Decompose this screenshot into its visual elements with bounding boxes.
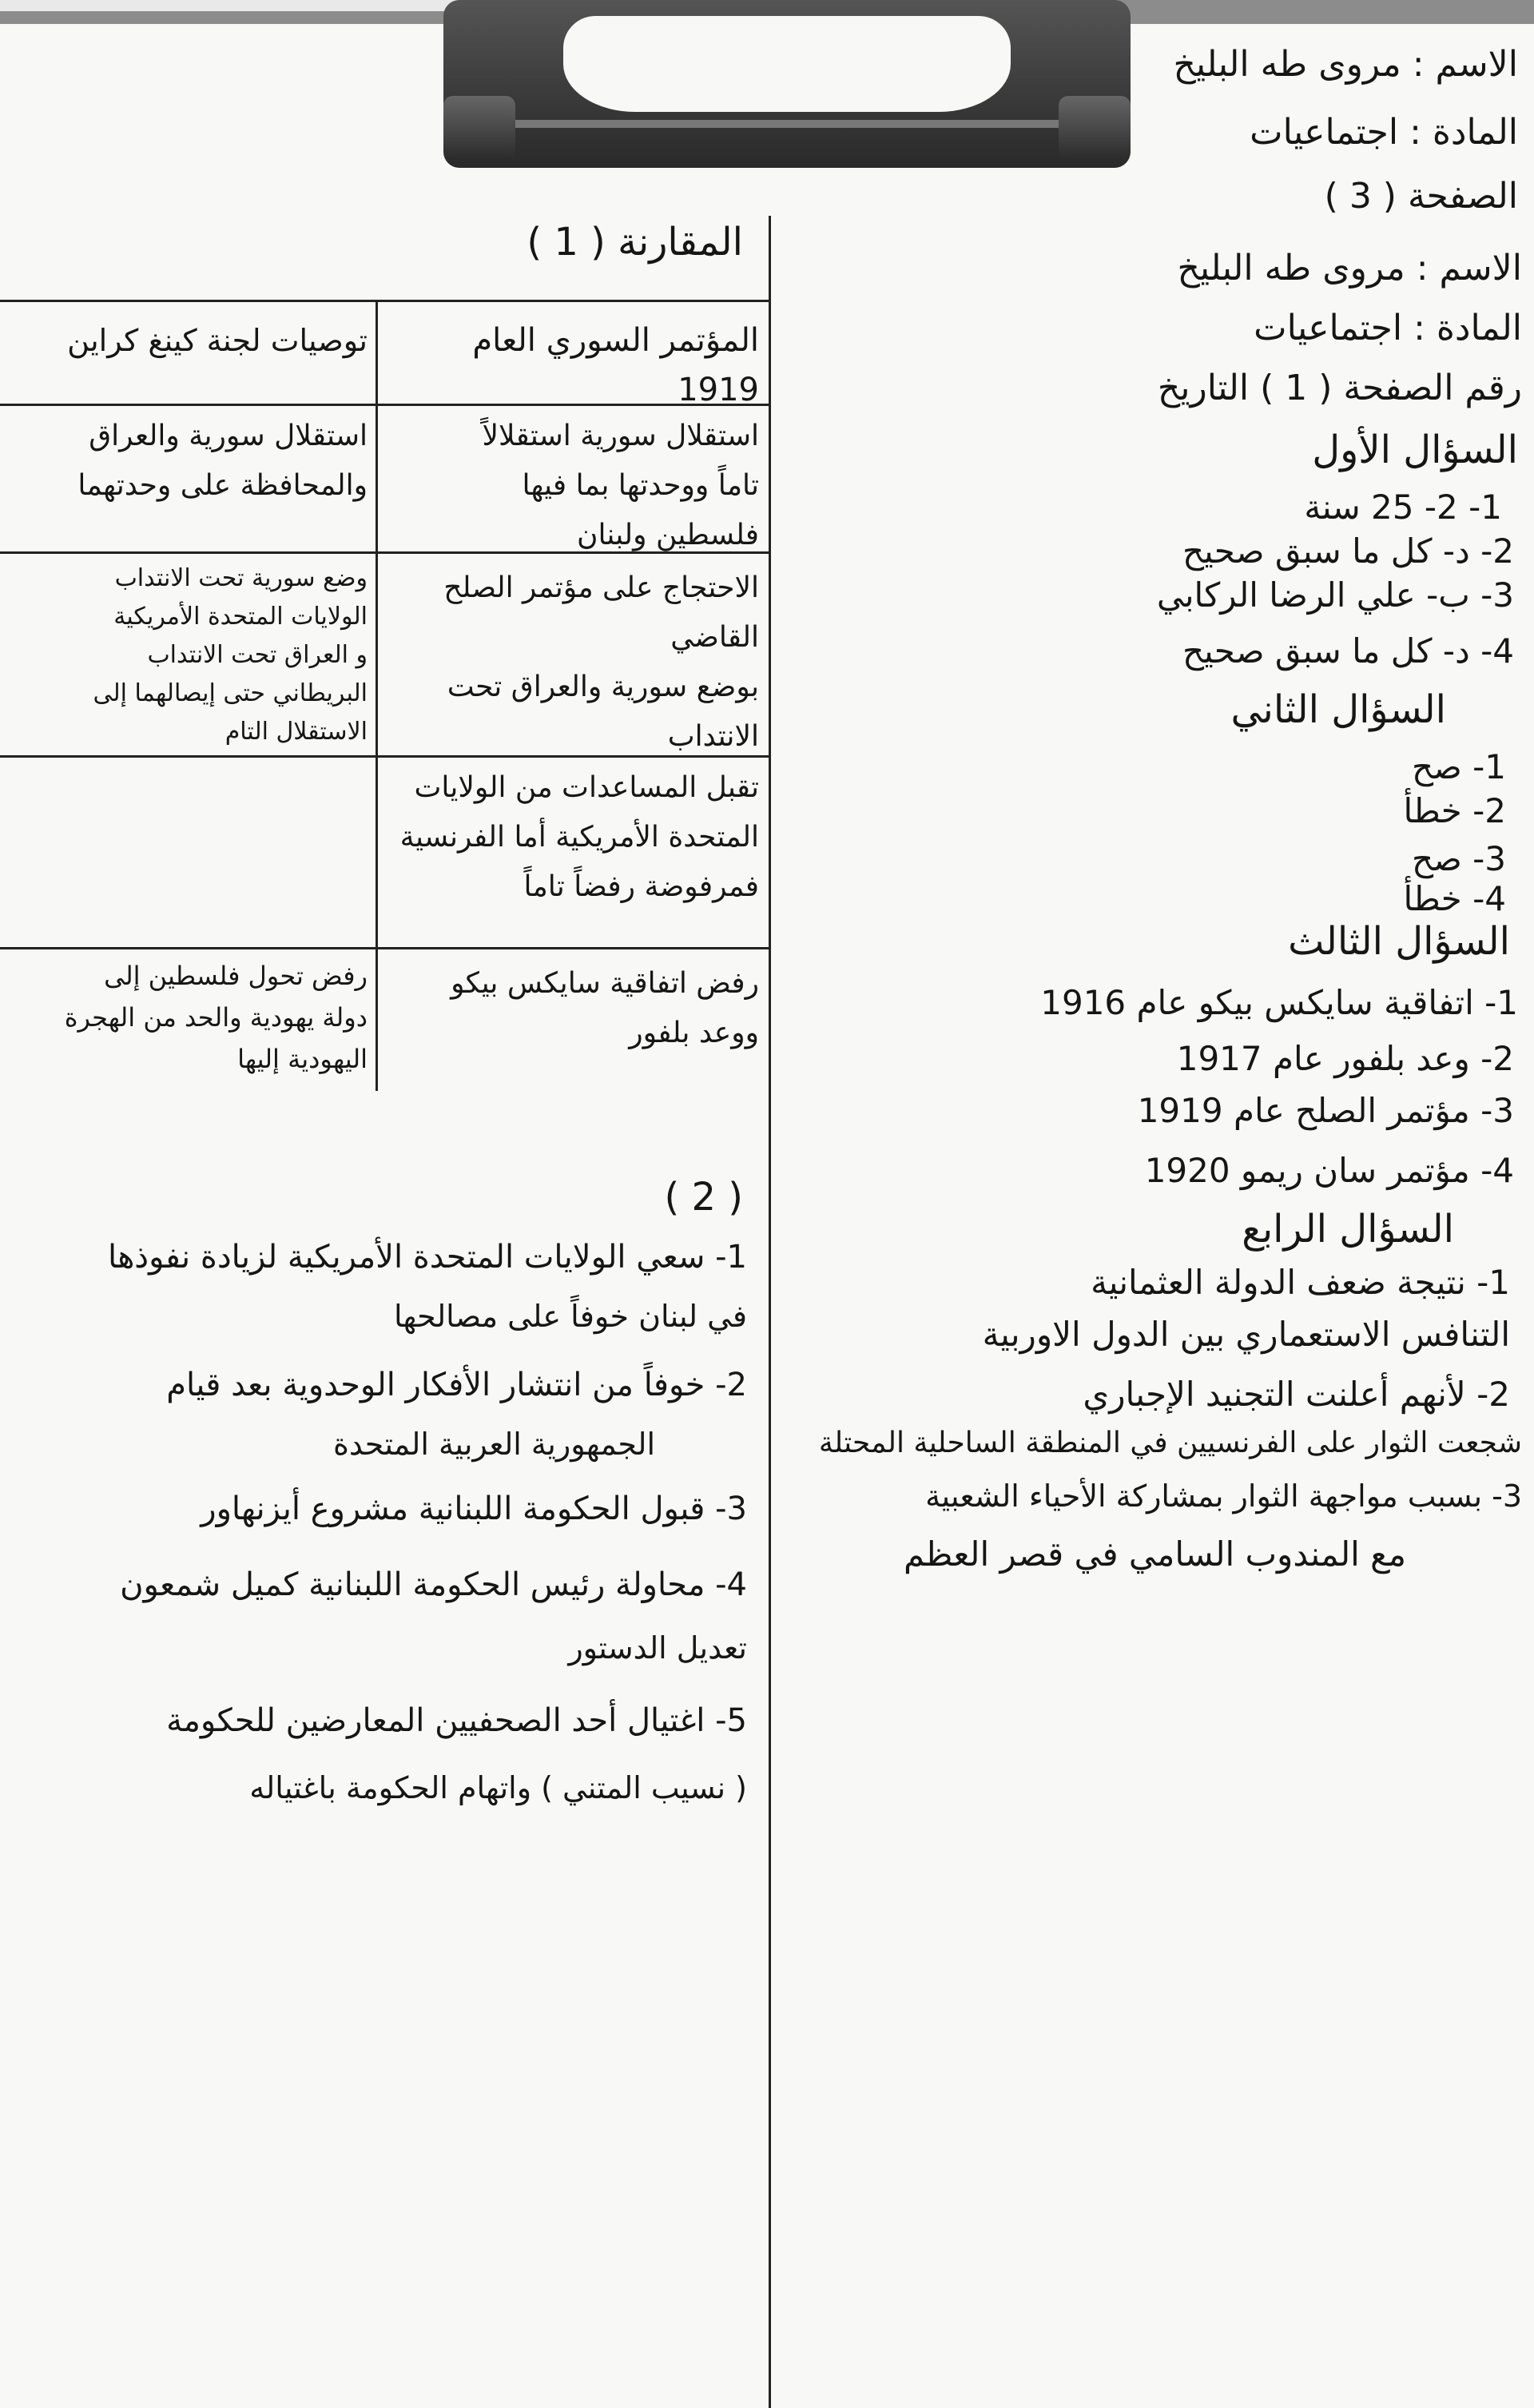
table-cell-line: بوضع سورية والعراق تحت (447, 671, 759, 703)
section-2-line-4: الجمهورية العربية المتحدة (332, 1427, 655, 1462)
q1-answer-1: 1- 2- 25 سنة (1304, 488, 1502, 527)
section-2-line-1: 1- سعي الولايات المتحدة الأمريكية لزيادة نفوذها (108, 1239, 747, 1276)
q3-answer-3: 3- مؤتمر الصلح عام 1919 (1137, 1091, 1514, 1130)
q2-answer-4: 4- خطأ (1403, 879, 1506, 918)
table-cell-line: ووعد بلفور (629, 1017, 759, 1049)
table-row-3-col1 (391, 763, 759, 912)
q4-answer-2-cont: شجعت الثوار على الفرنسيين في المنطقة الساحلية المحتلة (818, 1427, 1522, 1459)
table-header-col1: المؤتمر السوري العام 1919 (472, 322, 759, 408)
q2-answer-2: 2- خطأ (1403, 791, 1506, 830)
table-row-1-col2 (4, 412, 368, 511)
table-top-border (0, 300, 769, 302)
question-1-title: السؤال الأول (1312, 428, 1518, 472)
table-row-3-border (0, 947, 769, 949)
table-row-1-col1 (391, 412, 759, 560)
q1-answer-3: 3- ب- علي الرضا الركابي (1156, 575, 1514, 615)
table-cell-line: والمحافظة على وحدتهما (77, 469, 368, 502)
table-cell-line: تقبل المساعدات من الولايات (414, 771, 759, 804)
table-cell-line: و العراق تحت الانتداب (147, 641, 368, 669)
q4-answer-1-cont: التنافس الاستعماري بين الدول الاوربية (982, 1315, 1510, 1354)
clip-hinge-left (443, 96, 515, 160)
question-4-title: السؤال الرابع (1242, 1207, 1454, 1252)
q4-answer-2: 2- لأنهم أعلنت التجنيد الإجباري (1083, 1375, 1510, 1414)
clipboard-clip (443, 0, 1131, 168)
table-cell-line: دولة يهودية والحد من الهجرة (64, 1002, 368, 1033)
clip-opening (563, 16, 1011, 112)
section-2-line-3: 2- خوفاً من انتشار الأفكار الوحدوية بعد قيام (166, 1367, 747, 1403)
section-2-line-7: تعديل الدستور (568, 1630, 747, 1666)
table-cell-line: اليهودية إليها (237, 1044, 368, 1074)
q4-answer-1: 1- نتيجة ضعف الدولة العثمانية (1091, 1263, 1510, 1302)
table-row-2-col1 (391, 563, 759, 762)
section-2-title: ( 2 ) (664, 1175, 743, 1220)
q1-answer-4: 4- د- كل ما سبق صحيح (1182, 631, 1514, 671)
header-subject: المادة : اجتماعيات (1250, 112, 1518, 153)
table-row-4-col1 (391, 959, 759, 1058)
subject-name: المادة : اجتماعيات (1254, 308, 1522, 348)
table-cell-line: رفض اتفاقية سايكس بيكو (451, 967, 759, 1000)
q2-answer-1: 1- صح (1411, 747, 1506, 786)
table-cell-line: وضع سورية تحت الانتداب (114, 564, 368, 592)
section-2-line-5: 3- قبول الحكومة اللبنانية مشروع أيزنهاور (201, 1491, 747, 1527)
section-2-line-6: 4- محاولة رئيس الحكومة اللبنانية كميل شمعون (120, 1566, 747, 1603)
header-page: الصفحة ( 3 ) (1324, 176, 1518, 217)
table-cell-line: فلسطين ولبنان (577, 519, 759, 551)
table-cell-line: الولايات المتحدة الأمريكية (113, 603, 368, 631)
table-cell-line: رفض تحول فلسطين إلى (104, 961, 368, 991)
table-row-4-col2 (4, 955, 368, 1080)
page-number: رقم الصفحة ( 1 ) التاريخ (1157, 368, 1522, 408)
q1-answer-2: 2- د- كل ما سبق صحيح (1182, 531, 1514, 571)
q3-answer-1: 1- اتفاقية سايكس بيكو عام 1916 (1040, 983, 1518, 1022)
clip-edge (475, 120, 1099, 128)
comparison-title: المقارنة ( 1 ) (527, 220, 743, 265)
table-cell-line: فمرفوضة رفضاً تاماً (523, 870, 759, 903)
table-cell-line: المتحدة الأمريكية أما الفرنسية (399, 821, 759, 854)
clip-hinge-right (1059, 96, 1131, 160)
table-row-2-col2 (4, 559, 368, 751)
question-3-title: السؤال الثالث (1288, 919, 1510, 964)
q3-answer-2: 2- وعد بلفور عام 1917 (1176, 1039, 1514, 1078)
table-cell-line: البريطاني حتى إيصالهما إلى (93, 679, 368, 707)
table-cell-line: استقلال سورية والعراق (89, 420, 368, 452)
q3-answer-4: 4- مؤتمر سان ريمو 1920 (1144, 1151, 1514, 1190)
student-name: الاسم : مروى طه البليخ (1177, 248, 1522, 289)
table-cell-line: استقلال سورية استقلالاً (482, 420, 759, 452)
header-name: الاسم : مروى طه البليخ (1173, 44, 1518, 85)
q4-answer-3: 3- بسبب مواجهة الثوار بمشاركة الأحياء الشعبية (925, 1479, 1522, 1514)
section-2-line-2: في لبنان خوفاً على مصالحها (393, 1299, 747, 1334)
section-2-line-9: ( نسيب المتني ) واتهام الحكومة باغتياله (249, 1770, 747, 1805)
table-column-divider (376, 300, 378, 1091)
table-cell-line: الانتداب (667, 720, 759, 753)
q4-answer-3-cont: مع المندوب السامي في قصر العظم (903, 1534, 1406, 1574)
table-cell-line: الاستقلال التام (225, 718, 368, 746)
table-header-col2: توصيات لجنة كينغ كراين (67, 323, 368, 358)
column-divider (769, 216, 771, 2408)
q2-answer-3: 3- صح (1411, 839, 1506, 878)
section-2-line-8: 5- اغتيال أحد الصحفيين المعارضين للحكومة (166, 1702, 747, 1739)
table-cell-line: الاحتجاج على مؤتمر الصلح القاضي (443, 571, 759, 654)
table-cell-line: تاماً ووحدتها بما فيها (522, 469, 759, 502)
question-2-title: السؤال الثاني (1230, 687, 1446, 732)
